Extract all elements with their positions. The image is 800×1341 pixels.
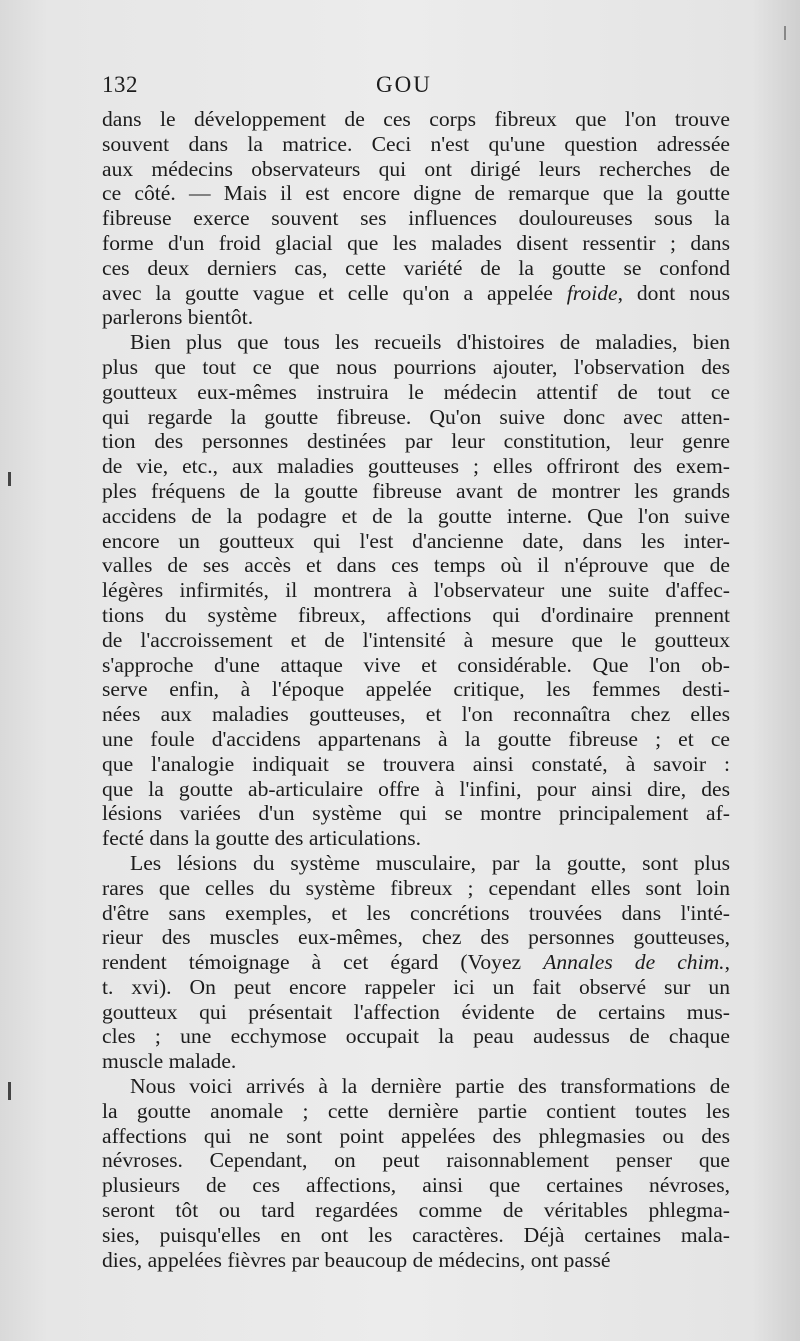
text-line: affections qui ne sont point appelées des phlegmasies ou des [102,1123,730,1148]
text-line: fibreuse exerce souvent ses influences douloureuses sous la [102,206,730,231]
paragraph [102,107,730,330]
text-line: accidens de la podagre et de la goutte interne. Que l'on suive [102,503,730,528]
text-line: Les lésions du système musculaire, par la goutte, sont plus [130,850,730,875]
running-head: GOU [376,72,432,97]
text-line: valles de ses accès et dans ces temps où il n'éprouve que de [102,553,730,578]
text-line: encore un goutteux qui l'est d'ancienne date, dans les inter- [102,528,730,553]
text-line: avec la goutte vague et celle qu'on a appelée froide, dont nous [102,280,730,305]
paragraph [102,330,730,851]
text-line: muscle malade. [102,1049,237,1074]
margin-mark [8,472,11,486]
page-edge-mark [784,26,786,40]
text-line: aux médecins observateurs qui ont dirigé leurs recherches de [102,156,730,181]
text-line: parlerons bientôt. [102,305,254,330]
text-line: serve enfin, à l'époque appelée critique, les femmes desti- [102,677,730,702]
text-line: rendent témoignage à cet égard (Voyez Annales de chim., [102,950,730,975]
text-line: goutteux qui présentait l'affection évidente de certains mus- [102,999,730,1024]
text-line: rieur des muscles eux-mêmes, chez des personnes goutteuses, [102,925,730,950]
text-line: de l'accroissement et de l'intensité à mesure que le goutteux [102,627,730,652]
text-line: névroses. Cependant, on peut raisonnablement penser que [102,1148,730,1173]
text-line: une foule d'accidens appartenans à la goutte fibreuse ; et ce [102,726,730,751]
text-line: lésions variées d'un système qui se montre principalement af- [102,801,730,826]
text-line: s'approche d'une attaque vive et considérable. Que l'on ob- [102,652,730,677]
paragraph [102,851,730,1074]
text-line: tion des personnes destinées par leur constitution, leur genre [102,429,730,454]
text-line: Nous voici arrivés à la dernière partie des transformations de [130,1074,730,1099]
text-line: fecté dans la goutte des articulations. [102,826,421,851]
text-line: goutteux eux-mêmes instruira le médecin attentif de tout ce [102,379,730,404]
text-line: plusieurs de ces affections, ainsi que certaines névroses, [102,1173,730,1198]
text-line: qui regarde la goutte fibreuse. Qu'on suive donc avec atten- [102,404,730,429]
text-line: la goutte anomale ; cette dernière partie contient toutes les [102,1098,730,1123]
paragraph [102,1074,730,1272]
text-line: ces deux derniers cas, cette variété de la goutte se confond [102,255,730,280]
text-line: dies, appelées fièvres par beaucoup de médecins, ont passé [102,1247,611,1272]
text-line: t. xvi). On peut encore rappeler ici un fait observé sur un [102,974,730,999]
margin-mark [8,1082,11,1100]
text-line: de vie, etc., aux maladies goutteuses ; elles offriront des exem- [102,454,730,479]
text-line: dans le développement de ces corps fibreux que l'on trouve [102,107,730,131]
text-line: que la goutte ab-articulaire offre à l'infini, pour ainsi dire, des [102,776,730,801]
page-number: 132 [102,72,138,97]
text-line: sies, puisqu'elles en ont les caractères. Déjà certaines mala- [102,1222,730,1247]
text-line: ples fréquens de la goutte fibreuse avant de montrer les grands [102,478,730,503]
text-line: que l'analogie indiquait se trouvera ainsi constaté, à savoir : [102,751,730,776]
text-line: légères infirmités, il montrera à l'observateur une suite d'affec- [102,578,730,603]
text-line: Bien plus que tous les recueils d'histoires de maladies, bien [130,330,730,355]
text-line: rares que celles du système fibreux ; cependant elles sont loin [102,875,730,900]
text-line: tions du système fibreux, affections qui d'ordinaire prennent [102,602,730,627]
text-line: d'être sans exemples, et les concrétions trouvées dans l'inté- [102,900,730,925]
body-text [102,107,730,1272]
text-line: plus que tout ce que nous pourrions ajouter, l'observation des [102,354,730,379]
text-line: ce côté. — Mais il est encore digne de remarque que la goutte [102,181,730,206]
text-line: nées aux maladies goutteuses, et l'on reconnaîtra chez elles [102,702,730,727]
text-line: cles ; une ecchymose occupait la peau audessus de chaque [102,1024,730,1049]
page-header [102,72,728,102]
text-line: souvent dans la matrice. Ceci n'est qu'une question adressée [102,131,730,156]
text-line: seront tôt ou tard regardées comme de véritables phlegma- [102,1198,730,1223]
text-line: forme d'un froid glacial que les malades disent ressentir ; dans [102,230,730,255]
